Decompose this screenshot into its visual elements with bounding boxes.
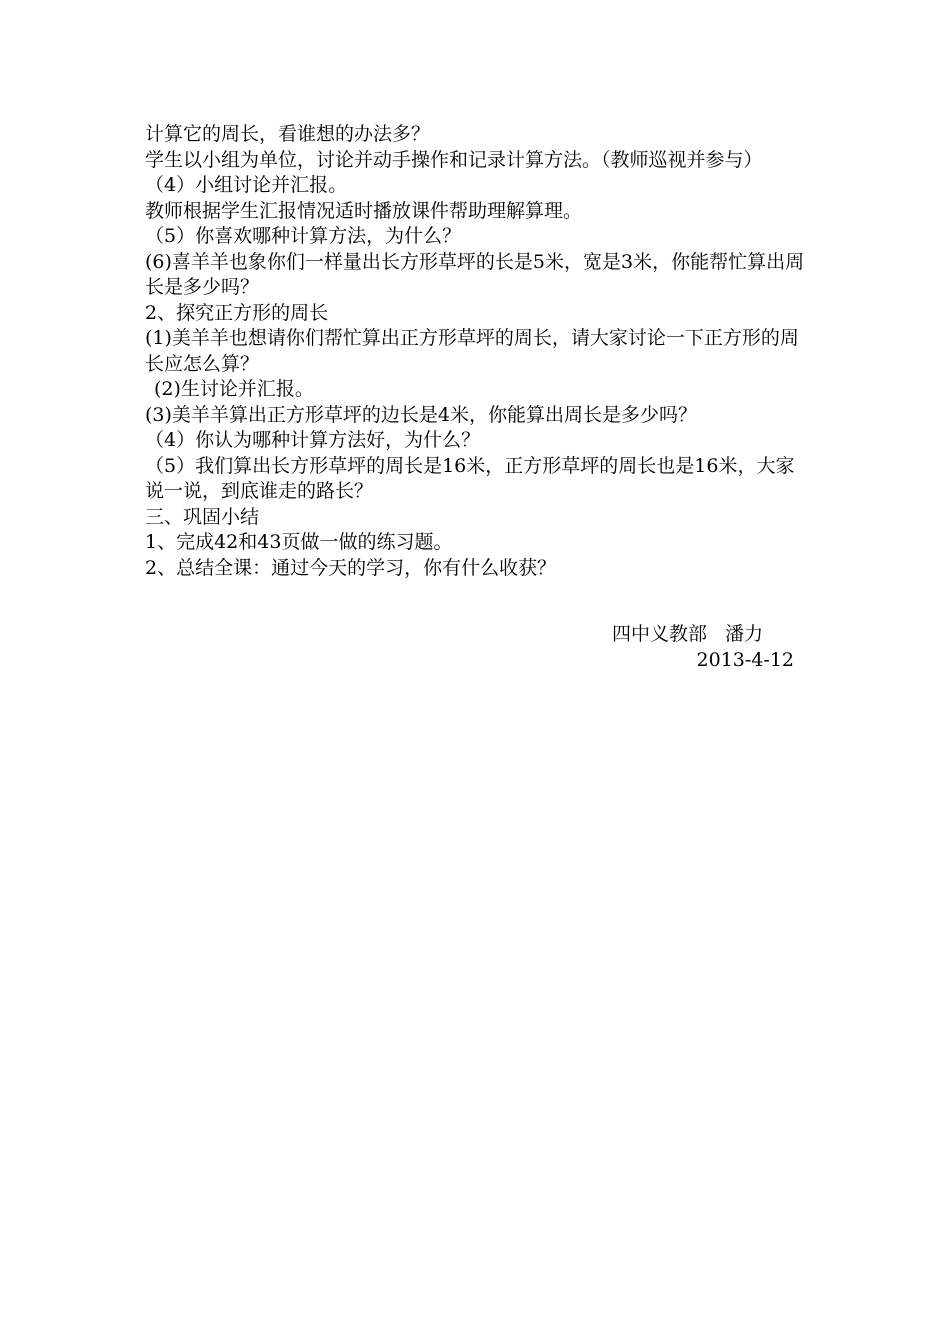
paragraph-group-discussion: 学生以小组为单位，讨论并动手操作和记录计算方法。（教师巡视并参与） [145,148,763,171]
paragraph-teacher-courseware: 教师根据学生汇报情况适时播放课件帮助理解算理。 [145,199,583,222]
paragraph-square-step-2: (2)生讨论并汇报。 [154,378,314,400]
section-consolidation-summary: 三、巩固小结 [145,505,260,528]
author-signature: 四中义教部 潘力 [612,623,764,645]
paragraph-square-step-1: (1)美羊羊也想请你们帮忙算出正方形草坪的周长，请大家讨论一下正方形的周长应怎么算？ [145,327,799,375]
lesson-plan-body [145,122,813,581]
paragraph-square-step-5: （5）我们算出长方形草坪的周长是16米，正方形草坪的周长也是16米，大家说一说，到底谁走的路长？ [145,454,795,502]
paragraph-step-5-preference: （5）你喜欢哪种计算方法，为什么？ [145,225,462,247]
paragraph-exercise: 1、完成42和43页做一做的练习题。 [145,531,453,553]
paragraph-lesson-summary: 2、总结全课：通过今天的学习，你有什么收获？ [145,556,557,579]
paragraph-square-step-3: (3)美羊羊算出正方形草坪的边长是4米，你能算出周长是多少吗？ [145,403,698,426]
paragraph-square-step-4: （4）你认为哪种计算方法好，为什么？ [145,429,481,451]
paragraph-step-6-rectangle: (6)喜羊羊也象你们一样量出长方形草坪的长是5米，宽是3米，你能帮忙算出周长是多少吗？ [145,250,805,298]
section-square-perimeter: 2、探究正方形的周长 [145,301,329,324]
signature-block [612,622,798,673]
paragraph-step-4-report: （4）小组讨论并汇报。 [145,174,348,196]
document-date: 2013-4-12 [696,648,794,671]
paragraph-method-question: 计算它的周长，看谁想的办法多？ [145,123,431,145]
